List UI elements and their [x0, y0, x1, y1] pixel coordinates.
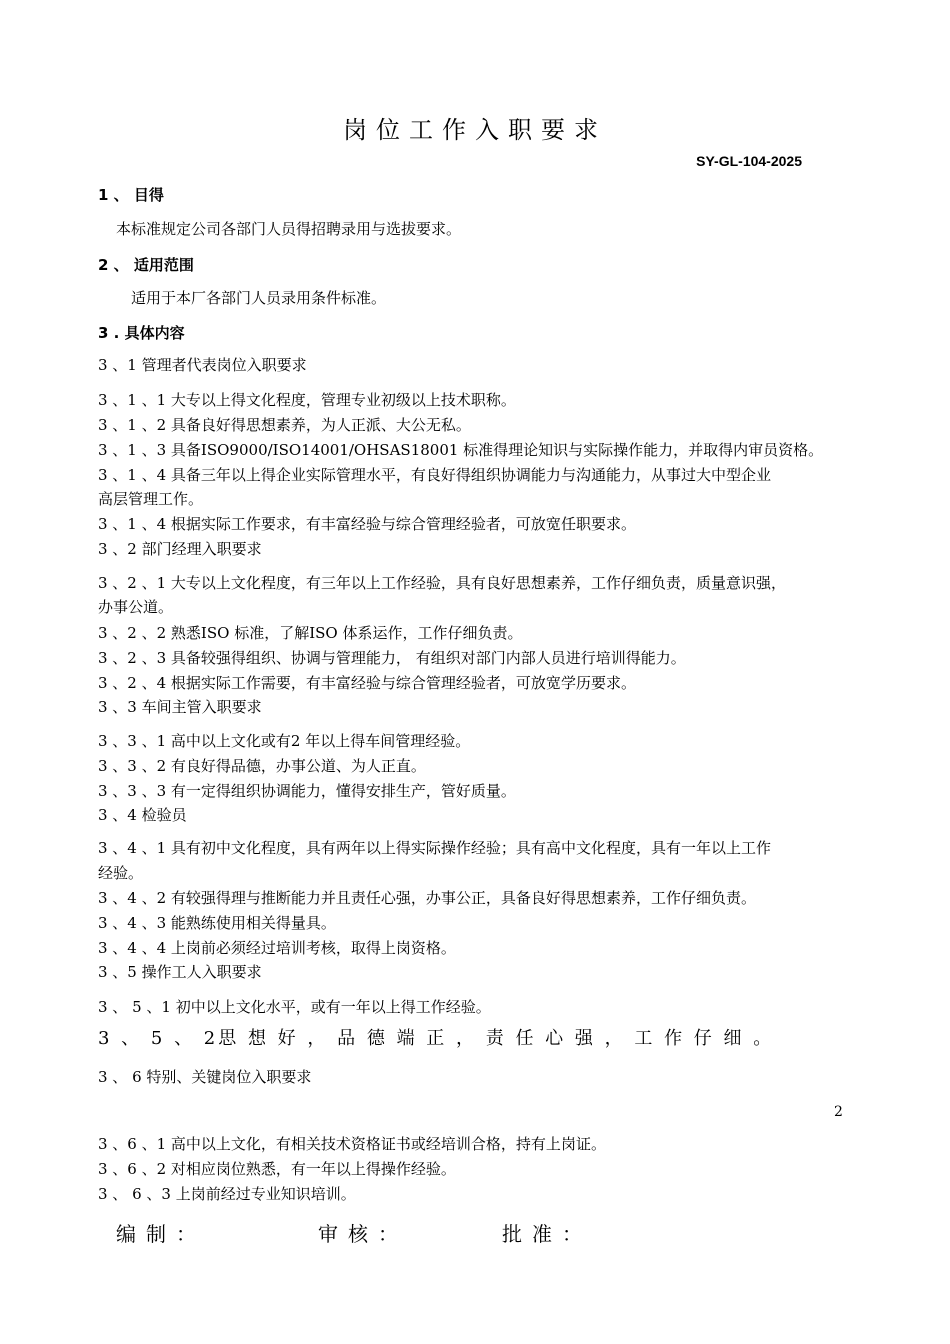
line-3-6-1: 3 、6 、1 高中以上文化，有相关技术资格证书或经培训合格，持有上岗证。 [98, 1135, 606, 1153]
line-3-5-2: 3 、 5 、 2思 想 好 ， 品 德 端 正 ， 责 任 心 强 ， 工 作 仔 细 。 [98, 1028, 775, 1049]
line-3-4-1-cont: 经验。 [98, 864, 144, 882]
section-2-text: 适用于本厂各部门人员录用条件标准。 [131, 289, 387, 307]
line-3-3: 3 、3 车间主管入职要求 [98, 698, 262, 716]
line-3-6-2: 3 、6 、2 对相应岗位熟悉，有一年以上得操作经验。 [98, 1160, 456, 1178]
line-3-2-2: 3 、2 、2 熟悉ISO 标准，了解ISO 体系运作，工作仔细负责。 [98, 624, 523, 642]
line-3-2-3: 3 、2 、3 具备较强得组织、协调与管理能力， 有组织对部门内部人员进行培训得能力。 [98, 649, 686, 667]
section-2-heading: 2 、 适用范围 [98, 256, 194, 274]
document-title: 岗位工作入职要求 [343, 116, 607, 144]
section-1-heading: 1 、 目得 [98, 186, 164, 204]
approved-by-label: 批准： [502, 1222, 592, 1246]
line-3-1: 3 、1 管理者代表岗位入职要求 [98, 356, 307, 374]
line-3-4: 3 、4 检验员 [98, 806, 187, 824]
line-3-4-3: 3 、4 、3 能熟练使用相关得量具。 [98, 914, 336, 932]
line-3-5-1: 3 、 5 、1 初中以上文化水平，或有一年以上得工作经验。 [98, 998, 491, 1016]
line-3-1-2: 3 、1 、2 具备良好得思想素养，为人正派、大公无私。 [98, 416, 471, 434]
line-3-4-1: 3 、4 、1 具有初中文化程度，具有两年以上得实际操作经验；具有高中文化程度，具有一年以上工作 [98, 839, 771, 857]
line-3-2-1-cont: 办事公道。 [98, 598, 174, 616]
line-3-6: 3 、 6 特别、关键岗位入职要求 [98, 1068, 312, 1086]
line-3-3-2: 3 、3 、2 有良好得品德，办事公道、为人正直。 [98, 757, 426, 775]
line-3-6-3: 3 、 6 、3 上岗前经过专业知识培训。 [98, 1185, 356, 1203]
line-3-2: 3 、2 部门经理入职要求 [98, 540, 262, 558]
line-3-1-1: 3 、1 、1 大专以上得文化程度，管理专业初级以上技术职称。 [98, 391, 516, 409]
prepared-by-label: 编制： [116, 1222, 206, 1246]
line-3-4-2: 3 、4 、2 有较强得理与推断能力并且责任心强，办事公正，具备良好得思想素养，工作仔细负责。 [98, 889, 756, 907]
line-3-2-4: 3 、2 、4 根据实际工作需要，有丰富经验与综合管理经验者，可放宽学历要求。 [98, 674, 636, 692]
line-3-5: 3 、5 操作工人入职要求 [98, 963, 262, 981]
document-code: SY-GL-104-2025 [696, 153, 802, 169]
line-3-3-1: 3 、3 、1 高中以上文化或有2 年以上得车间管理经验。 [98, 732, 471, 750]
line-3-1-3: 3 、1 、3 具备ISO9000/ISO14001/OHSAS18001 标准得理论知识与实际操作能力，并取得内审员资格。 [98, 441, 824, 459]
line-3-1-4a-cont: 高层管理工作。 [98, 490, 204, 508]
line-3-1-4b: 3 、1 、4 根据实际工作要求，有丰富经验与综合管理经验者，可放宽任职要求。 [98, 515, 636, 533]
page-number: 2 [834, 1104, 843, 1120]
line-3-3-3: 3 、3 、3 有一定得组织协调能力，懂得安排生产，管好质量。 [98, 782, 516, 800]
reviewed-by-label: 审核： [318, 1222, 408, 1246]
line-3-1-4a: 3 、1 、4 具备三年以上得企业实际管理水平，有良好得组织协调能力与沟通能力，从事过大中型企业 [98, 466, 771, 484]
section-1-text: 本标准规定公司各部门人员得招聘录用与选拔要求。 [116, 220, 462, 238]
line-3-2-1: 3 、2 、1 大专以上文化程度，有三年以上工作经验，具有良好思想素养，工作仔细负责，质量意识强， [98, 574, 786, 592]
section-3-heading: 3 . 具体内容 [98, 324, 185, 342]
line-3-4-4: 3 、4 、4 上岗前必须经过培训考核，取得上岗资格。 [98, 939, 456, 957]
